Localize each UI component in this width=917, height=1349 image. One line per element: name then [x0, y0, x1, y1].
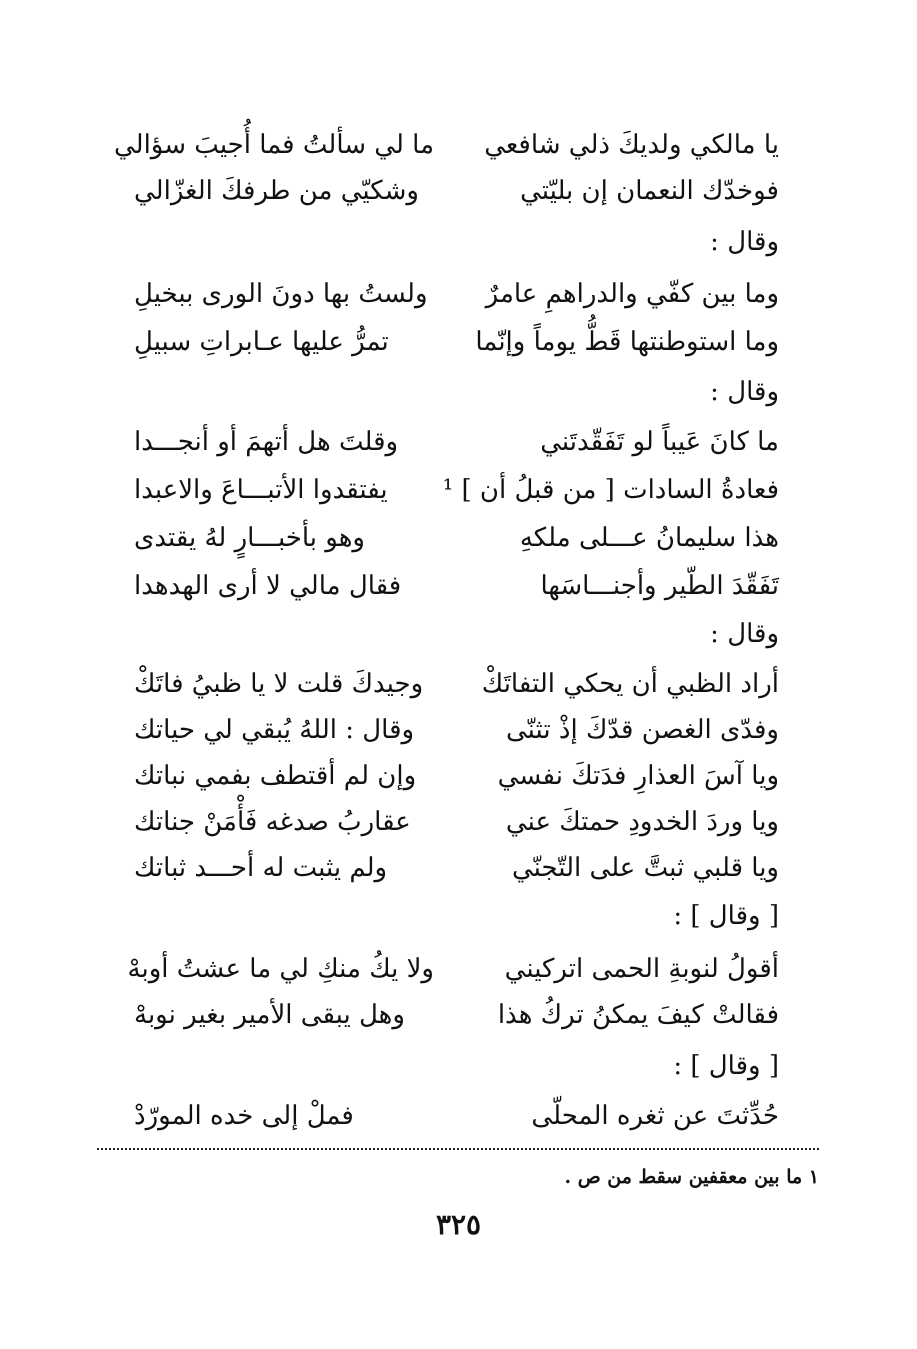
- verse-line: [134, 466, 779, 514]
- verse-line: [134, 752, 779, 800]
- verse-line: [127, 945, 779, 993]
- first-hemistich: ويا آسَ العذارِ فدَتكَ نفسي: [497, 761, 779, 791]
- verse-line: [134, 991, 779, 1039]
- second-hemistich: ولستُ بها دونَ الورى ببخيلِ: [134, 279, 428, 309]
- poem-heading: وقال :: [710, 227, 779, 257]
- second-hemistich: ما لي سألتُ فما أُجيبَ سؤالي: [113, 130, 434, 160]
- verse-line: [134, 167, 779, 215]
- first-hemistich: ويا قلبي ثبتَّ على التّجنّي: [511, 853, 779, 883]
- poem-heading: وقال :: [710, 377, 779, 407]
- page-number: ٣٢٥: [435, 1208, 482, 1241]
- second-hemistich: فملْ إلى خده المورّدْ: [134, 1101, 354, 1131]
- verse-line: [134, 1092, 779, 1140]
- first-hemistich: فقالتْ كيفَ يمكنُ تركُ هذا: [497, 1000, 779, 1030]
- first-hemistich: يا مالكي ولديكَ ذلي شافعي: [484, 130, 779, 160]
- poem-heading: [ وقال ] :: [673, 1051, 779, 1081]
- first-hemistich: هذا سليمانُ عـــلى ملكهِ: [519, 523, 779, 553]
- second-hemistich: وقلتَ هل أتهمَ أو أنجـــدا: [134, 427, 399, 457]
- verse-line: [134, 844, 779, 892]
- second-hemistich: وقال : اللهُ يُبقي لي حياتك: [134, 715, 415, 745]
- second-hemistich: وهو بأخبـــارٍ لهُ يقتدى: [134, 523, 365, 553]
- footnote: ١ ما بين معقفين سقط من ص .: [564, 1166, 819, 1188]
- verse-line: [113, 121, 779, 169]
- second-hemistich: ولا يكُ منكِ لي ما عشتُ أوبهْ: [127, 954, 434, 984]
- first-hemistich: وما استوطنتها قَطُّ يوماً وإنّما: [475, 327, 779, 357]
- second-hemistich: عقاربُ صدغه فَأْمَنْ جناتك: [134, 807, 411, 837]
- verse-line: [134, 706, 779, 754]
- first-hemistich: وما بين كفّي والدراهمِ عامرٌ: [485, 279, 779, 309]
- verse-line: [134, 418, 779, 466]
- second-hemistich: وإن لم أقتطف بفمي نباتك: [134, 761, 417, 791]
- verse-line: [134, 660, 779, 708]
- first-hemistich: أراد الظبي أن يحكي التفاتَكْ: [481, 669, 779, 699]
- second-hemistich: تمرُّ عليها عـابراتِ سبيلِ: [134, 327, 389, 357]
- verse-line: [134, 514, 779, 562]
- footnote-separator: [97, 1148, 819, 1150]
- poem-heading: وقال :: [710, 619, 779, 649]
- first-hemistich: حُدِّثتَ عن ثغره المحلّى: [531, 1101, 779, 1131]
- first-hemistich: ويا وردَ الخدودِ حمتكَ عني: [505, 807, 779, 837]
- first-hemistich: فعادةُ السادات [ من قبلُ أن ] ¹: [442, 475, 779, 505]
- verse-line: [134, 270, 779, 318]
- first-hemistich: فوخدّك النعمان إن بليّتي: [520, 176, 779, 206]
- first-hemistich: ما كانَ عَيباً لو تَفَقّدتَني: [540, 427, 779, 457]
- poem-heading: [ وقال ] :: [673, 901, 779, 931]
- second-hemistich: وهل يبقى الأمير بغير نوبهْ: [134, 1000, 405, 1030]
- second-hemistich: ولم يثبت له أحـــد ثباتك: [134, 853, 388, 883]
- second-hemistich: فقال مالي لا أرى الهدهدا: [134, 571, 402, 601]
- second-hemistich: وجيدكَ قلت لا يا ظبيُ فاتَكْ: [134, 669, 424, 699]
- first-hemistich: أقولُ لنوبةِ الحمى اتركيني: [504, 954, 779, 984]
- second-hemistich: يفتقدوا الأتبـــاعَ والاعبدا: [134, 475, 388, 505]
- verse-line: [134, 562, 779, 610]
- verse-line: [134, 798, 779, 846]
- verse-line: [134, 318, 779, 366]
- first-hemistich: وفدّى الغصن قدّكَ إذْ تثنّى: [506, 715, 779, 745]
- second-hemistich: وشكيّي من طرفكَ الغزّالي: [134, 176, 419, 206]
- first-hemistich: تَفَقّدَ الطّير وأجنـــاسَها: [540, 571, 779, 601]
